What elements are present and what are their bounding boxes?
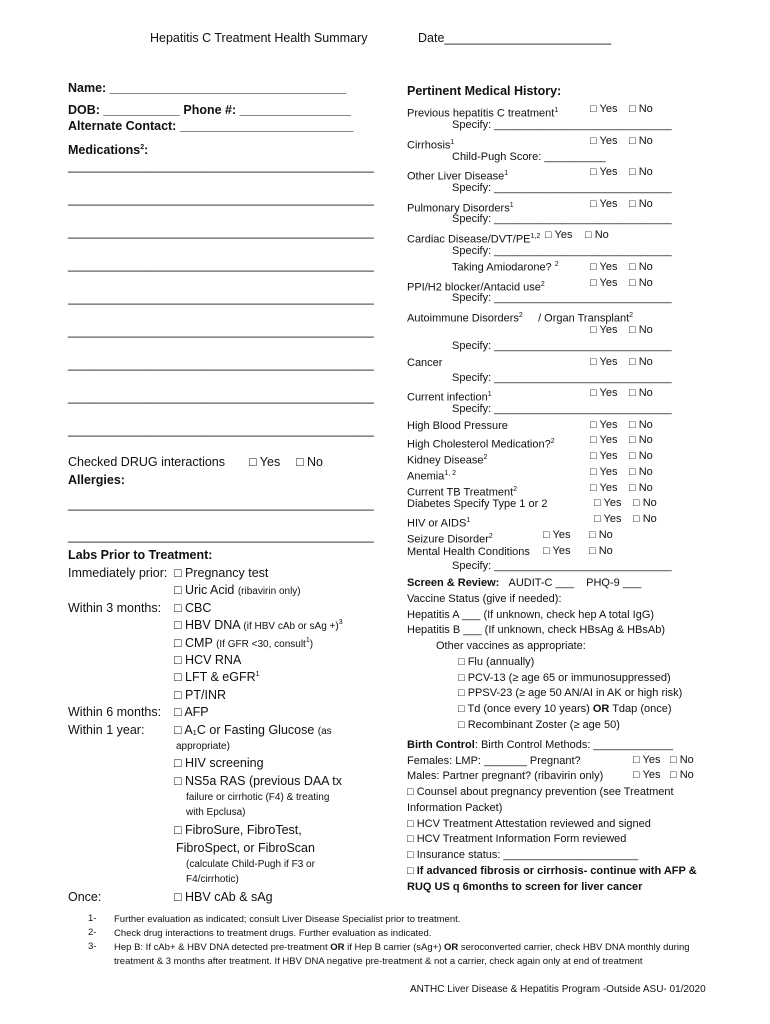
medication-line[interactable]: ____________________________________________ bbox=[68, 159, 374, 173]
pregnant-no[interactable]: □ No bbox=[670, 754, 694, 766]
lab-label: Within 1 year: bbox=[68, 723, 145, 737]
allergy-line[interactable]: ____________________________________________ bbox=[68, 497, 374, 511]
info-form-checkbox[interactable]: □ HCV Treatment Information Form reviewed bbox=[407, 833, 627, 845]
dob-phone-field[interactable]: DOB: ___________ Phone #: ________________ bbox=[68, 103, 351, 117]
birth-control: Birth Control: Birth Control Methods: _____________ bbox=[407, 739, 673, 751]
lab-hbv-cab-sag[interactable]: □ HBV cAb & sAg bbox=[174, 890, 273, 904]
cancer-yes[interactable]: □ Yes bbox=[590, 356, 618, 368]
cirrhosis-yes[interactable]: □ Yes bbox=[590, 135, 618, 147]
other-liver-no[interactable]: □ No bbox=[629, 166, 653, 178]
anemia-no[interactable]: □ No bbox=[629, 466, 653, 478]
medication-line[interactable]: ____________________________________________ bbox=[68, 423, 374, 437]
allergies-label: Allergies: bbox=[68, 473, 125, 487]
diabetes-yes[interactable]: □ Yes bbox=[594, 497, 622, 509]
infection-yes[interactable]: □ Yes bbox=[590, 387, 618, 399]
seizure-no[interactable]: □ No bbox=[589, 529, 613, 541]
cardiac-yes[interactable]: □ Yes bbox=[545, 229, 573, 241]
hiv-yes[interactable]: □ Yes bbox=[594, 513, 622, 525]
program-footer: ANTHC Liver Disease & Hepatitis Program -Outside ASU- 01/2020 bbox=[410, 984, 706, 995]
child-pugh-field[interactable]: Child-Pugh Score: __________ bbox=[452, 151, 606, 163]
medication-line[interactable]: ____________________________________________ bbox=[68, 390, 374, 404]
history-item-infection: Current infection$^1$ bbox=[407, 391, 492, 404]
cardiac-no[interactable]: □ No bbox=[585, 229, 609, 241]
specify-field[interactable]: Specify: _____________________________ bbox=[452, 340, 672, 352]
counsel-note: Information Packet) bbox=[407, 802, 503, 814]
medication-line[interactable]: ____________________________________________ bbox=[68, 225, 374, 239]
specify-field[interactable]: Specify: _____________________________ bbox=[452, 292, 672, 304]
specify-field[interactable]: Specify: _____________________________ bbox=[452, 372, 672, 384]
lab-ns5a-note: failure or cirrhotic (F4) & treating bbox=[186, 792, 330, 803]
lab-a1c[interactable]: □ A₁C or Fasting Glucose (as bbox=[174, 723, 332, 737]
history-item-kidney: Kidney Disease$^2$ bbox=[407, 454, 488, 467]
pulmonary-yes[interactable]: □ Yes bbox=[590, 198, 618, 210]
lab-label: Once: bbox=[68, 890, 102, 904]
history-item-diabetes: Diabetes Specify Type 1 or 2 bbox=[407, 498, 548, 510]
lab-fibrospect: FibroSpect, or FibroScan bbox=[176, 841, 315, 855]
history-item-ppi: PPI/H2 blocker/Antacid use$^2$ bbox=[407, 281, 545, 294]
kidney-yes[interactable]: □ Yes bbox=[590, 450, 618, 462]
lab-hbv-dna[interactable]: □ HBV DNA (if HBV cAb or sAg +)$^3$ bbox=[174, 618, 343, 632]
date-field[interactable]: Date________________________ bbox=[418, 31, 612, 45]
lab-label: Within 6 months: bbox=[68, 705, 162, 719]
amiodarone-yes[interactable]: □ Yes bbox=[590, 261, 618, 273]
specify-field[interactable]: Specify: _____________________________ bbox=[452, 182, 672, 194]
medications-label: Medications$^2$: bbox=[68, 143, 149, 158]
lab-hiv-screening[interactable]: □ HIV screening bbox=[174, 756, 264, 770]
mental-yes[interactable]: □ Yes bbox=[543, 545, 571, 557]
vaccine-status: Vaccine Status (give if needed): bbox=[407, 593, 562, 605]
form-title: Hepatitis C Treatment Health Summary bbox=[150, 31, 368, 45]
checked-drug-no[interactable]: □ No bbox=[296, 455, 324, 469]
tb-no[interactable]: □ No bbox=[629, 482, 653, 494]
history-item-other-liver: Other Liver Disease$^1$ bbox=[407, 170, 509, 183]
hepatitis-b[interactable]: Hepatitis B ___ (If unknown, check HBsAg & HBsAb) bbox=[407, 624, 666, 636]
medication-line[interactable]: ____________________________________________ bbox=[68, 192, 374, 206]
pulmonary-no[interactable]: □ No bbox=[629, 198, 653, 210]
history-item-cardiac: Cardiac Disease/DVT/PE$^{1,2}$ bbox=[407, 233, 541, 246]
prev-hcv-no[interactable]: □ No bbox=[629, 103, 653, 115]
attestation-checkbox[interactable]: □ HCV Treatment Attestation reviewed and signed bbox=[407, 818, 651, 830]
checked-drug-yes[interactable]: □ Yes bbox=[249, 455, 281, 469]
medication-line[interactable]: ____________________________________________ bbox=[68, 291, 374, 305]
history-item-pulmonary: Pulmonary Disorders$^1$ bbox=[407, 202, 514, 215]
history-item-cholesterol: High Cholesterol Medication?$^2$ bbox=[407, 438, 555, 451]
history-item-cirrhosis: Cirrhosis$^1$ bbox=[407, 139, 455, 152]
specify-field[interactable]: Specify: _____________________________ bbox=[452, 213, 672, 225]
history-item-autoimmune: Autoimmune Disorders$^2$ / Organ Transplant$^2$ bbox=[407, 312, 634, 325]
history-item-anemia: Anemia$^{1, 2}$ bbox=[407, 470, 456, 483]
lab-uric-acid[interactable]: □ Uric Acid (ribavirin only) bbox=[174, 583, 301, 597]
history-item-amiodarone: Taking Amiodarone? $^2$ bbox=[452, 261, 559, 274]
males-partner: Males: Partner pregnant? (ribavirin only) bbox=[407, 770, 604, 782]
history-item-mental: Mental Health Conditions bbox=[407, 546, 530, 558]
hbp-yes[interactable]: □ Yes bbox=[590, 419, 618, 431]
lab-afp[interactable]: □ AFP bbox=[174, 705, 209, 719]
labs-title: Labs Prior to Treatment: bbox=[68, 548, 213, 562]
checked-drug-label: Checked DRUG interactions bbox=[68, 455, 226, 469]
lab-fibrosure[interactable]: □ FibroSure, FibroTest, bbox=[174, 823, 302, 837]
lab-label: Immediately prior: bbox=[68, 566, 168, 580]
specify-field[interactable]: Specify: _____________________________ bbox=[452, 560, 672, 572]
ppi-yes[interactable]: □ Yes bbox=[590, 277, 618, 289]
other-vaccines: Other vaccines as appropriate: bbox=[436, 640, 586, 652]
cirrhosis-no[interactable]: □ No bbox=[629, 135, 653, 147]
lab-cmp[interactable]: □ CMP (If GFR <30, consult$^1$) bbox=[174, 636, 314, 650]
history-item-seizure: Seizure Disorder$^2$ bbox=[407, 533, 493, 546]
ppi-no[interactable]: □ No bbox=[629, 277, 653, 289]
advanced-fibrosis-checkbox[interactable]: □ If advanced fibrosis or cirrhosis- continue with AFP & bbox=[407, 865, 697, 877]
advanced-fibrosis-note: RUQ US q 6months to screen for liver cancer bbox=[407, 881, 643, 893]
allergy-line[interactable]: ____________________________________________ bbox=[68, 529, 374, 543]
medications-lines[interactable] bbox=[68, 150, 374, 447]
cholesterol-no[interactable]: □ No bbox=[629, 434, 653, 446]
vaccine-flu[interactable]: □ Flu (annually) bbox=[458, 656, 535, 668]
partner-yes[interactable]: □ Yes bbox=[633, 769, 661, 781]
vaccine-pcv13[interactable]: □ PCV-13 (≥ age 65 or immunosuppressed) bbox=[458, 672, 671, 684]
lab-ns5a-ras[interactable]: □ NS5a RAS (previous DAA tx bbox=[174, 774, 343, 788]
lab-cbc[interactable]: □ CBC bbox=[174, 601, 212, 615]
partner-no[interactable]: □ No bbox=[670, 769, 694, 781]
tb-yes[interactable]: □ Yes bbox=[590, 482, 618, 494]
diabetes-no[interactable]: □ No bbox=[633, 497, 657, 509]
lab-a1c-note: appropriate) bbox=[176, 741, 230, 752]
lab-lft-egfr[interactable]: □ LFT & eGFR$^1$ bbox=[174, 670, 260, 684]
females-lmp[interactable]: Females: LMP: _______ Pregnant? bbox=[407, 755, 581, 767]
other-liver-yes[interactable]: □ Yes bbox=[590, 166, 618, 178]
history-item-prev-hcv: Previous hepatitis C treatment$^1$ bbox=[407, 107, 559, 120]
medication-line[interactable]: ____________________________________________ bbox=[68, 324, 374, 338]
amiodarone-no[interactable]: □ No bbox=[629, 261, 653, 273]
hbp-no[interactable]: □ No bbox=[629, 419, 653, 431]
vaccine-ppsv23[interactable]: □ PPSV-23 (≥ age 50 AN/AI in AK or high risk) bbox=[458, 687, 683, 699]
autoimmune-no[interactable]: □ No bbox=[629, 324, 653, 336]
cancer-no[interactable]: □ No bbox=[629, 356, 653, 368]
hiv-no[interactable]: □ No bbox=[633, 513, 657, 525]
prev-hcv-yes[interactable]: □ Yes bbox=[590, 103, 618, 115]
lab-ns5a-note: with Epclusa) bbox=[186, 807, 246, 818]
vaccine-td[interactable]: □ Td (once every 10 years) OR Tdap (once) bbox=[458, 703, 672, 715]
history-title: Pertinent Medical History: bbox=[407, 84, 562, 98]
lab-pregnancy-test[interactable]: □ Pregnancy test bbox=[174, 566, 269, 580]
lab-fibro-note: (calculate Child-Pugh if F3 or bbox=[186, 859, 315, 870]
history-item-hbp: High Blood Pressure bbox=[407, 420, 508, 432]
history-item-tb: Current TB Treatment$^2$ bbox=[407, 486, 518, 499]
cholesterol-yes[interactable]: □ Yes bbox=[590, 434, 618, 446]
history-item-cancer: Cancer bbox=[407, 357, 443, 369]
lab-pt-inr[interactable]: □ PT/INR bbox=[174, 688, 226, 702]
screen-review: Screen & Review: AUDIT-C ___ PHQ-9 ___ bbox=[407, 577, 642, 589]
medication-line[interactable]: ____________________________________________ bbox=[68, 357, 374, 371]
history-item-hiv: HIV or AIDS$^1$ bbox=[407, 517, 471, 530]
alternate-contact-field[interactable]: Alternate Contact: _________________________ bbox=[68, 119, 354, 133]
mental-no[interactable]: □ No bbox=[589, 545, 613, 557]
insurance-status[interactable]: □ Insurance status: ______________________ bbox=[407, 849, 639, 861]
vaccine-zoster[interactable]: □ Recombinant Zoster (≥ age 50) bbox=[458, 719, 620, 731]
anemia-yes[interactable]: □ Yes bbox=[590, 466, 618, 478]
kidney-no[interactable]: □ No bbox=[629, 450, 653, 462]
pregnant-yes[interactable]: □ Yes bbox=[633, 754, 661, 766]
specify-field[interactable]: Specify: _____________________________ bbox=[452, 119, 672, 131]
lab-fibro-note: F4/cirrhotic) bbox=[186, 874, 239, 885]
medication-line[interactable]: ____________________________________________ bbox=[68, 258, 374, 272]
lab-hcv-rna[interactable]: □ HCV RNA bbox=[174, 653, 242, 667]
patient-info bbox=[68, 78, 374, 447]
hepatitis-a[interactable]: Hepatitis A ___ (If unknown, check hep A total IgG) bbox=[407, 609, 655, 621]
counsel-checkbox[interactable]: □ Counsel about pregnancy prevention (see Treatment bbox=[407, 786, 674, 798]
seizure-yes[interactable]: □ Yes bbox=[543, 529, 571, 541]
lab-label: Within 3 months: bbox=[68, 601, 162, 615]
name-field[interactable]: Name: __________________________________ bbox=[68, 81, 347, 95]
infection-no[interactable]: □ No bbox=[629, 387, 653, 399]
autoimmune-yes[interactable]: □ Yes bbox=[590, 324, 618, 336]
specify-field[interactable]: Specify: _____________________________ bbox=[452, 245, 672, 257]
specify-field[interactable]: Specify: _____________________________ bbox=[452, 403, 672, 415]
